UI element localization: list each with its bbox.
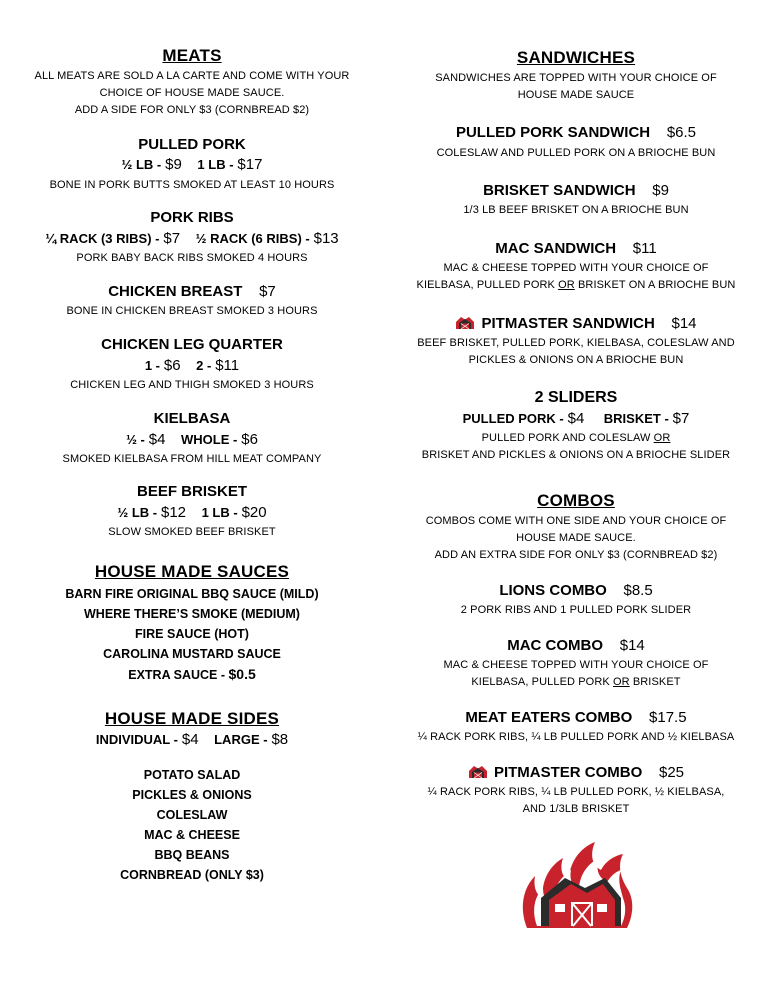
chicken-leg-desc: CHICKEN LEG AND THIGH SMOKED 3 HOURS	[70, 379, 314, 391]
meats-note-2: CHOICE OF HOUSE MADE SAUCE.	[99, 87, 285, 99]
pitmaster-combo-desc-1: ¼ RACK PORK RIBS, ¼ LB PULLED PORK, ½ KIELBASA,	[427, 786, 725, 798]
mac-sandwich-or: OR	[558, 279, 575, 291]
pitmaster-sandwich-desc-1: BEEF BRISKET, PULLED PORK, KIELBASA, COLESLAW AND	[417, 337, 735, 349]
chicken-leg-opt1: 1 -	[144, 358, 161, 373]
sliders-prices	[384, 410, 768, 427]
chicken-breast-desc: BONE IN CHICKEN BREAST SMOKED 3 HOURS	[66, 305, 318, 317]
sauce-item-2: WHERE THERE’S SMOKE (MEDIUM)	[84, 607, 300, 621]
extra-sauce-label: EXTRA SAUCE -	[128, 668, 226, 682]
sauces-title: HOUSE MADE SAUCES	[94, 562, 290, 581]
sauce-item-3: FIRE SAUCE (HOT)	[135, 627, 249, 641]
meat-eaters-name: MEAT EATERS COMBO	[465, 709, 633, 726]
sides-prices	[0, 731, 384, 748]
side-item-3: COLESLAW	[156, 808, 228, 822]
kielbasa-opt2: WHOLE -	[181, 432, 238, 447]
sliders-desc-1	[384, 432, 768, 444]
chicken-leg-name: CHICKEN LEG QUARTER	[101, 336, 283, 353]
pulled-pork-name: PULLED PORK	[138, 136, 246, 153]
meat-eaters-line	[384, 709, 768, 726]
barn-small-icon	[455, 315, 475, 330]
meats-note-1: ALL MEATS ARE SOLD A LA CARTE AND COME WITH YOUR	[34, 70, 350, 82]
sauce-item-1: BARN FIRE ORIGINAL BBQ SAUCE (MILD)	[65, 587, 319, 601]
chicken-leg-opt1-price: $6	[163, 357, 181, 374]
kielbasa-opt2-price: $6	[241, 431, 258, 448]
mac-combo-line	[384, 637, 768, 654]
side-item-2: PICKLES & ONIONS	[132, 788, 252, 802]
beef-brisket-desc: SLOW SMOKED BEEF BRISKET	[108, 526, 276, 538]
pork-ribs-name: PORK RIBS	[150, 209, 234, 226]
chicken-breast-price: $7	[259, 283, 276, 300]
extra-sauce-line	[0, 664, 384, 685]
side-item-6: CORNBREAD (ONLY $3)	[120, 868, 264, 882]
brisket-sandwich-name: BRISKET SANDWICH	[483, 182, 636, 199]
pp-sandwich-name: PULLED PORK SANDWICH	[455, 124, 651, 141]
lions-combo-line	[384, 582, 768, 599]
sandwiches-note-1: SANDWICHES ARE TOPPED WITH YOUR CHOICE OF	[435, 72, 717, 84]
chicken-breast-name: CHICKEN BREAST	[108, 283, 243, 300]
pitmaster-combo-desc-2: AND 1/3LB BRISKET	[522, 803, 630, 815]
pitmaster-combo-name: PITMASTER COMBO	[493, 764, 643, 781]
combos-note-3: ADD AN EXTRA SIDE FOR ONLY $3 (CORNBREAD $2)	[434, 549, 718, 561]
sauce-item-4: CAROLINA MUSTARD SAUCE	[103, 647, 281, 661]
mac-combo-price: $14	[619, 637, 645, 654]
kielbasa-prices	[0, 431, 384, 448]
pitmaster-sandwich-name: PITMASTER SANDWICH	[481, 315, 655, 332]
beef-brisket-prices	[0, 504, 384, 521]
beef-brisket-opt1: ½ LB -	[117, 505, 158, 520]
pulled-pork-desc: BONE IN PORK BUTTS SMOKED AT LEAST 10 HOURS	[49, 179, 335, 191]
pork-ribs-opt1: ¼ RACK (3 RIBS) -	[45, 231, 160, 246]
barn-small-icon	[468, 764, 488, 779]
mac-sandwich-desc-2b: BRISKET ON A BRIOCHE BUN	[574, 279, 736, 291]
sides-title: HOUSE MADE SIDES	[104, 709, 280, 728]
pitmaster-sandwich-line	[384, 315, 768, 332]
lions-combo-name: LIONS COMBO	[499, 582, 607, 599]
mac-sandwich-desc-1: MAC & CHEESE TOPPED WITH YOUR CHOICE OF	[443, 262, 709, 274]
pork-ribs-prices	[0, 230, 384, 247]
pitmaster-sandwich-desc-2: PICKLES & ONIONS ON A BRIOCHE BUN	[468, 354, 684, 366]
sandwiches-note-2: HOUSE MADE SAUCE	[517, 89, 635, 101]
pp-sandwich-line	[384, 124, 768, 141]
kielbasa-opt1-price: $4	[148, 431, 166, 448]
beef-brisket-opt2-price: $20	[241, 504, 267, 521]
lions-combo-desc: 2 PORK RIBS AND 1 PULLED PORK SLIDER	[460, 604, 692, 616]
pork-ribs-opt1-price: $7	[163, 230, 181, 247]
mac-combo-or: OR	[612, 676, 630, 688]
beef-brisket-opt2: 1 LB -	[201, 505, 238, 520]
pork-ribs-opt2-price: $13	[313, 230, 339, 247]
meat-eaters-price: $17.5	[649, 709, 687, 726]
barn-logo-icon	[517, 838, 637, 932]
pulled-pork-opt1: ½ LB -	[121, 157, 162, 172]
sliders-or: OR	[653, 432, 671, 444]
combos-note-2: HOUSE MADE SAUCE.	[516, 532, 636, 544]
chicken-breast-line	[0, 283, 384, 300]
pulled-pork-opt2-price: $17	[237, 156, 263, 173]
kielbasa-opt1: ½ -	[126, 432, 145, 447]
mac-combo-desc-1: MAC & CHEESE TOPPED WITH YOUR CHOICE OF	[443, 659, 709, 671]
extra-sauce-price: $0.5	[228, 666, 256, 682]
chicken-leg-opt2: 2 -	[196, 358, 212, 373]
mac-combo-desc-2a: KIELBASA, PULLED PORK	[471, 676, 613, 688]
side-item-4: MAC & CHEESE	[144, 828, 240, 842]
sides-opt1: INDIVIDUAL -	[95, 732, 178, 747]
sides-opt2: LARGE -	[214, 732, 268, 747]
pulled-pork-opt2: 1 LB -	[197, 157, 234, 172]
kielbasa-name: KIELBASA	[153, 410, 231, 427]
beef-brisket-name: BEEF BRISKET	[136, 483, 247, 500]
pork-ribs-desc: PORK BABY BACK RIBS SMOKED 4 HOURS	[76, 252, 308, 264]
mac-sandwich-name: MAC SANDWICH	[495, 240, 617, 257]
mac-combo-name: MAC COMBO	[507, 637, 604, 654]
pulled-pork-opt1-price: $9	[165, 156, 182, 173]
mac-sandwich-desc-2a: KIELBASA, PULLED PORK	[416, 279, 559, 291]
sliders-name: 2 SLIDERS	[534, 389, 618, 406]
mac-sandwich-line	[384, 240, 768, 257]
sliders-opt2: BRISKET -	[603, 411, 669, 426]
kielbasa-desc: SMOKED KIELBASA FROM HILL MEAT COMPANY	[62, 453, 322, 465]
sliders-opt2-price: $7	[672, 410, 690, 427]
chicken-leg-opt2-price: $11	[215, 357, 240, 374]
sides-opt2-price: $8	[271, 731, 289, 748]
mac-combo-desc-2	[384, 676, 768, 688]
combos-title: COMBOS	[537, 491, 615, 510]
sliders-desc-1a: PULLED PORK AND COLESLAW	[481, 432, 654, 444]
pp-sandwich-price: $6.5	[666, 124, 697, 141]
sliders-opt1-price: $4	[567, 410, 585, 427]
meat-eaters-desc: ¼ RACK PORK RIBS, ¼ LB PULLED PORK AND ½ KIELBASA	[417, 731, 735, 743]
pork-ribs-opt2: ½ RACK (6 RIBS) -	[195, 231, 310, 246]
lions-combo-price: $8.5	[623, 582, 653, 599]
brisket-sandwich-desc: 1/3 LB BEEF BRISKET ON A BRIOCHE BUN	[463, 204, 689, 216]
brisket-sandwich-price: $9	[652, 182, 669, 199]
pitmaster-sandwich-price: $14	[671, 315, 697, 332]
sides-opt1-price: $4	[181, 731, 199, 748]
sandwiches-title: SANDWICHES	[516, 48, 636, 67]
mac-sandwich-price: $11	[632, 240, 657, 257]
meats-note-3: ADD A SIDE FOR ONLY $3 (CORNBREAD $2)	[74, 104, 310, 116]
beef-brisket-opt1-price: $12	[160, 504, 187, 521]
mac-sandwich-desc-2	[384, 279, 768, 291]
brisket-sandwich-line	[384, 182, 768, 199]
sliders-opt1: PULLED PORK -	[462, 411, 564, 426]
chicken-leg-prices	[0, 357, 384, 374]
pitmaster-combo-price: $25	[658, 764, 685, 781]
pulled-pork-prices	[0, 156, 384, 173]
combos-note-1: COMBOS COME WITH ONE SIDE AND YOUR CHOICE OF	[425, 515, 727, 527]
sliders-desc-2: BRISKET AND PICKLES & ONIONS ON A BRIOCHE SLIDER	[421, 449, 731, 461]
side-item-5: BBQ BEANS	[154, 848, 230, 862]
side-item-1: POTATO SALAD	[143, 768, 241, 782]
pitmaster-combo-line	[384, 764, 768, 781]
pp-sandwich-desc: COLESLAW AND PULLED PORK ON A BRIOCHE BUN	[436, 147, 716, 159]
meats-title: MEATS	[162, 46, 222, 65]
mac-combo-desc-2b: BRISKET	[629, 676, 681, 688]
